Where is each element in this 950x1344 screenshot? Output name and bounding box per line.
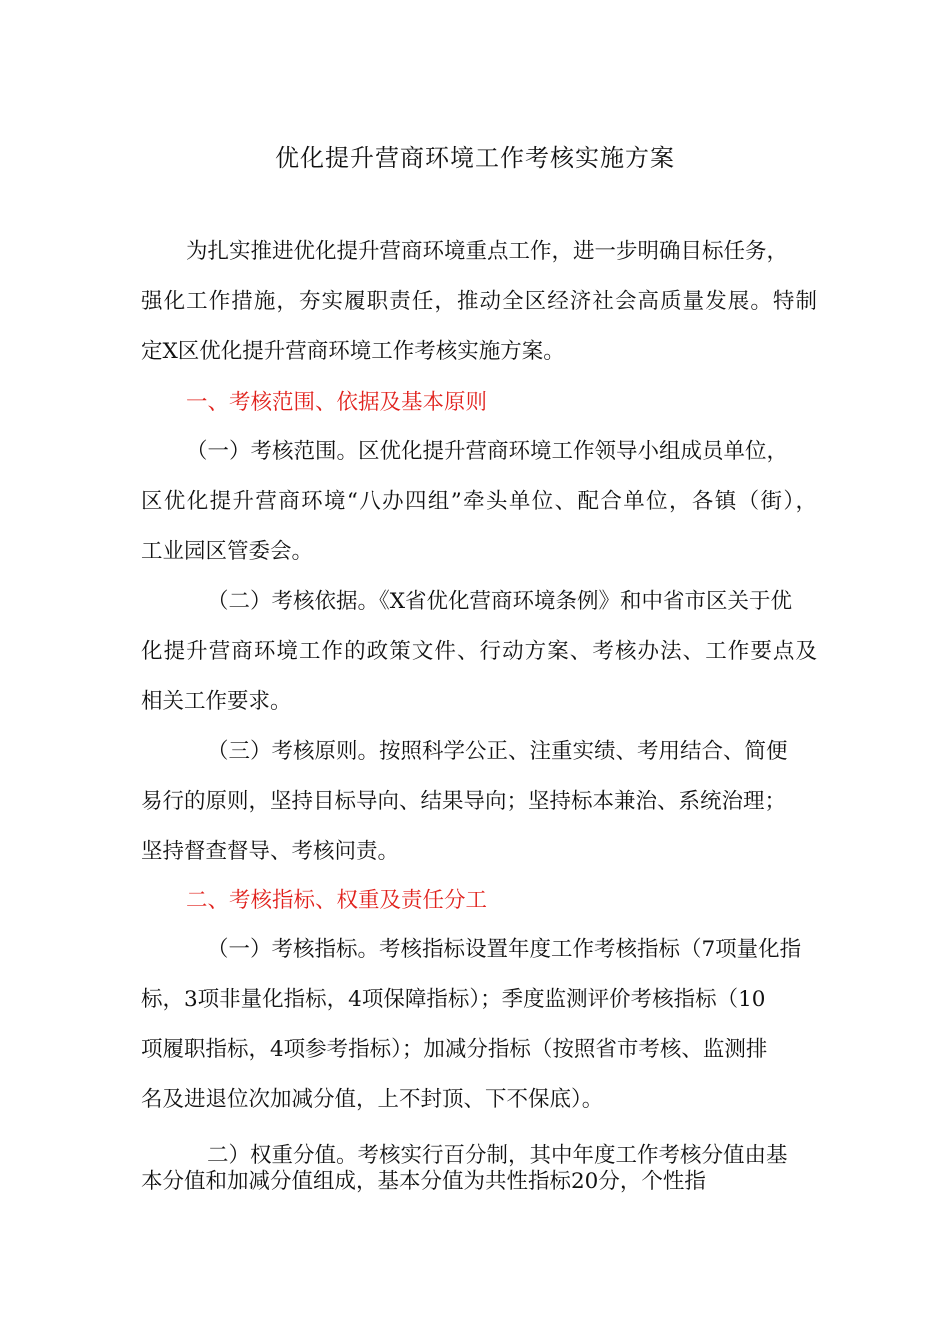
- basis-line-3: 相关工作要求。: [141, 689, 292, 714]
- indicators-line-1: （一）考核指标。考核指标设置年度工作考核指标（7项量化指: [207, 937, 802, 962]
- section-1-heading: 一、考核范围、依据及基本原则: [186, 390, 488, 415]
- principles-line-3: 坚持督查督导、考核问责。: [141, 839, 400, 864]
- indicators-line-2: 标，3项非量化指标，4项保障指标）；季度监测评价考核指标（10: [141, 987, 766, 1012]
- basis-line-1: （二）考核依据。《X省优化营商环境条例》和中省市区关于优: [207, 589, 793, 614]
- intro-line-1: 为扎实推进优化提升营商环境重点工作，进一步明确目标任务，: [186, 239, 789, 264]
- indicators-line-4: 名及进退位次加减分值，上不封顶、下不保底）。: [141, 1087, 604, 1112]
- document-title: 优化提升营商环境工作考核实施方案: [275, 144, 675, 172]
- principles-line-1: （三）考核原则。按照科学公正、注重实绩、考用结合、简便: [207, 739, 788, 764]
- principles-line-2: 易行的原则，坚持目标导向、结果导向；坚持标本兼治、系统治理；: [141, 789, 787, 814]
- scope-line-3: 工业园区管委会。: [141, 539, 314, 564]
- weights-line-1: 二）权重分值。考核实行百分制，其中年度工作考核分值由基: [207, 1143, 788, 1168]
- basis-line-2: 化提升营商环境工作的政策文件、行动方案、考核办法、工作要点及: [141, 639, 817, 664]
- weights-line-2: 本分值和加减分值组成，基本分值为共性指标20分，个性指: [141, 1169, 706, 1194]
- scope-line-1: （一）考核范围。区优化提升营商环境工作领导小组成员单位，: [186, 439, 789, 464]
- scope-line-2: 区优化提升营商环境“八办四组”牵头单位、配合单位，各镇（街），: [141, 489, 817, 514]
- section-2-heading: 二、考核指标、权重及责任分工: [186, 888, 488, 913]
- intro-line-2: 强化工作措施，夯实履职责任，推动全区经济社会高质量发展。特制: [141, 289, 817, 314]
- indicators-line-3: 项履职指标，4项参考指标）；加减分指标（按照省市考核、监测排: [141, 1037, 768, 1062]
- intro-line-3: 定X区优化提升营商环境工作考核实施方案。: [141, 339, 565, 364]
